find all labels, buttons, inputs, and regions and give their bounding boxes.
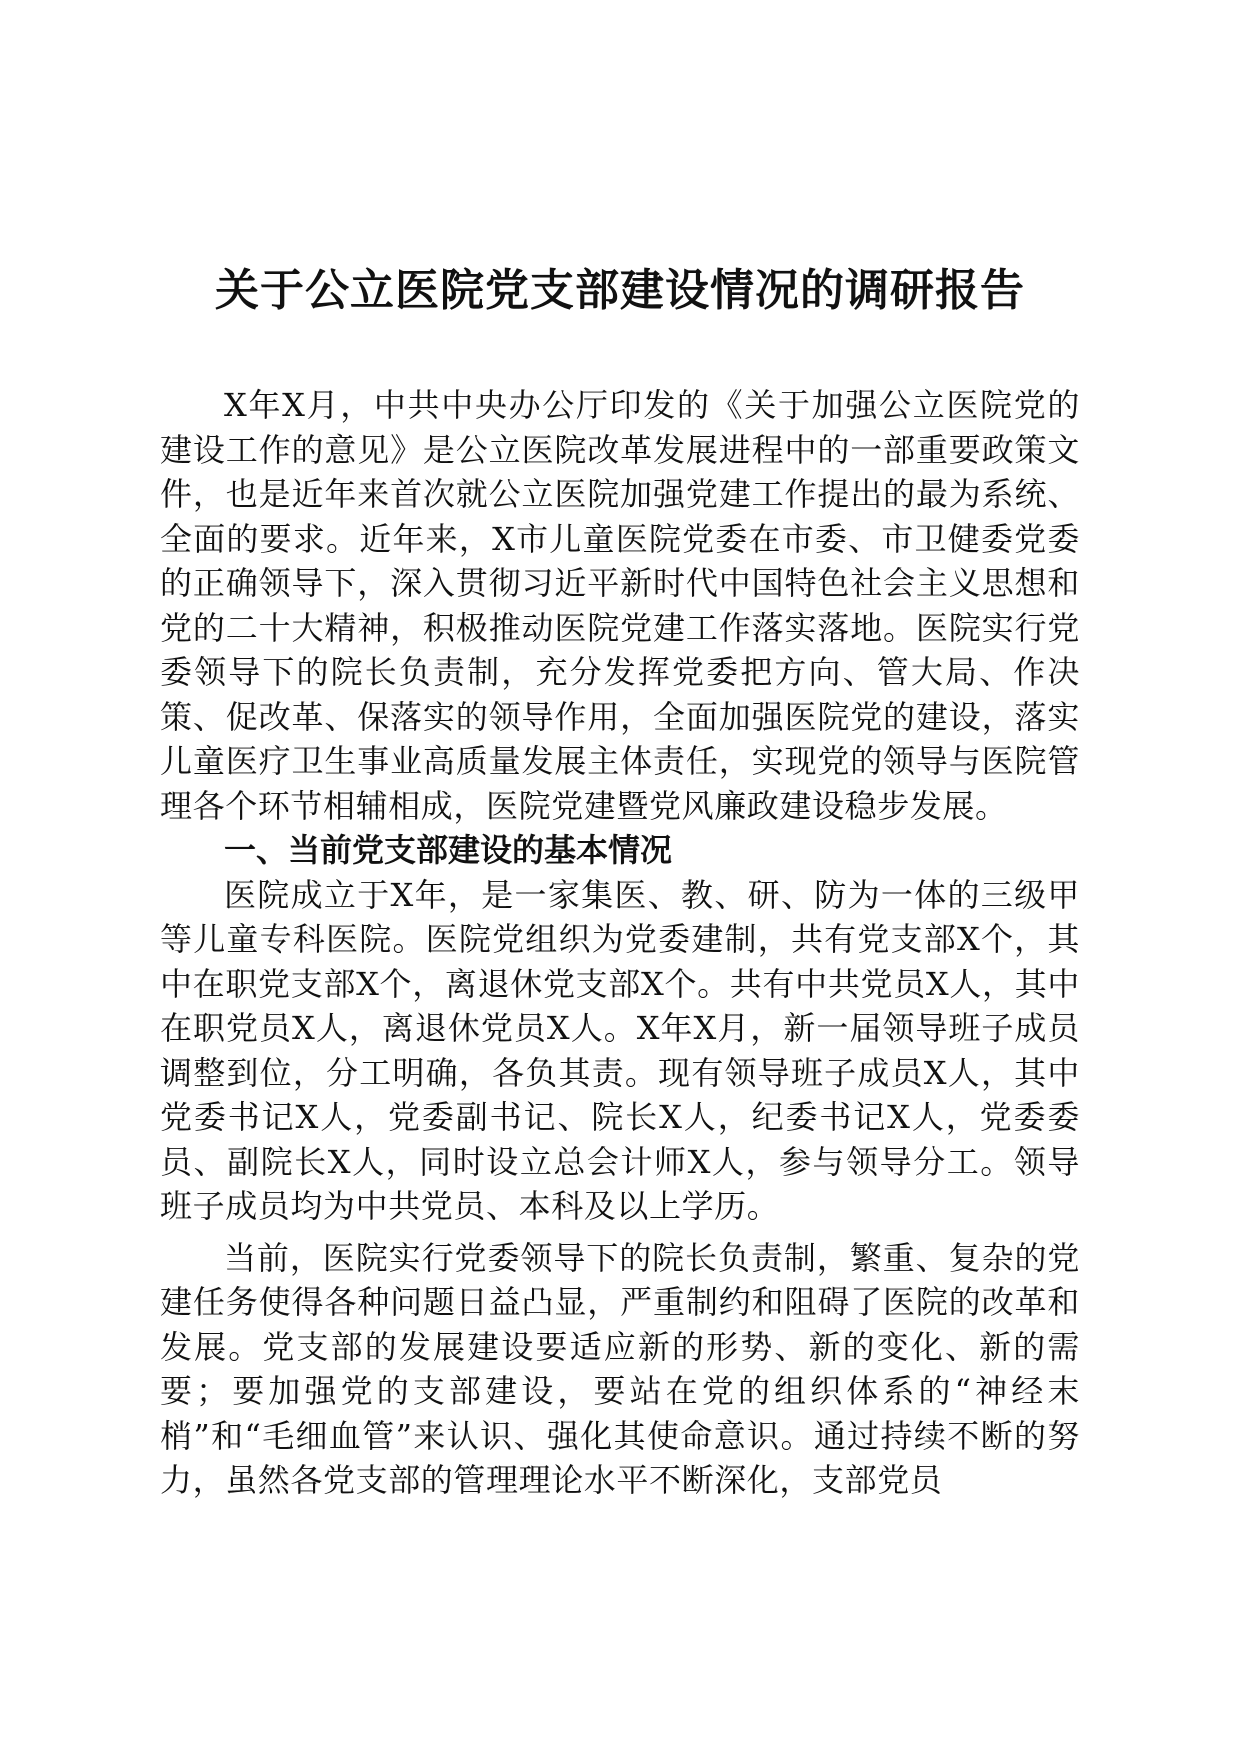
document-title: 关于公立医院党支部建设情况的调研报告: [215, 265, 1025, 316]
section-heading: 一、当前党支部建设的基本情况: [224, 831, 673, 869]
basic-situation-paragraph: 医院成立于X年，是一家集医、教、研、防为一体的三级甲等儿童专科医院。医院党组织为党委建制，共有党支部X个，其中在职党支部X个，离退休党支部X个。共有中共党员X人，其中在职党员X人，离退休党员X人。X年X月，新一届领导班子成员调整到位，分工明确，各负其责。现有领导班子成员X人，其中党委书记X人，党委副书记、院长X人，纪委书记X人，党委委员、副院长X人，同时设立总会计师X人，参与领导分工。领导班子成员均为中共党员、本科及以上学历。: [160, 875, 1080, 1225]
intro-paragraph: X年X月，中共中央办公厅印发的《关于加强公立医院党的建设工作的意见》是公立医院改革发展进程中的一部重要政策文件，也是近年来首次就公立医院加强党建工作提出的最为系统、全面的要求。近年来，X市儿童医院党委在市委、市卫健委党委的正确领导下，深入贯彻习近平新时代中国特色社会主义思想和党的二十大精神，积极推动医院党建工作落实落地。医院实行党委领导下的院长负责制，充分发挥党委把方向、管大局、作决策、促改革、保落实的领导作用，全面加强医院党的建设，落实儿童医疗卫生事业高质量发展主体责任，实现党的领导与医院管理各个环节相辅相成，医院党建暨党风廉政建设稳步发展。: [160, 386, 1080, 825]
current-situation-paragraph: 当前，医院实行党委领导下的院长负责制，繁重、复杂的党建任务使得各种问题日益凸显，严重制约和阻碍了医院的改革和发展。党支部的发展建设要适应新的形势、新的变化、新的需要；要加强党的支部建设，要站在党的组织体系的“神经末梢”和“毛细血管”来认识、强化其使命意识。通过持续不断的努力，虽然各党支部的管理理论水平不断深化，支部党员: [160, 1238, 1080, 1499]
document-body: [160, 383, 1080, 1503]
